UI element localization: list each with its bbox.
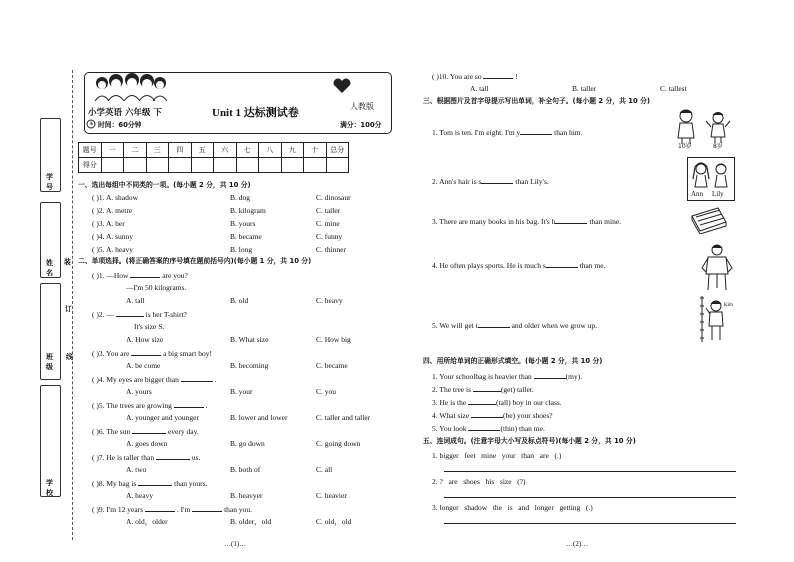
question-number: ( )10.: [432, 72, 449, 81]
question-text: . I'm: [176, 505, 191, 514]
question-text: than yours.: [174, 479, 208, 488]
question-text: (thin) than me.: [500, 424, 545, 433]
binding-char-1: 装: [64, 258, 71, 266]
score-input-cell[interactable]: [281, 158, 304, 173]
question-number: ( )2.: [92, 310, 105, 319]
edition-label: 人教版: [350, 102, 374, 111]
s2-q2-option-a: A. How size: [126, 335, 164, 344]
s3-q5: [432, 320, 597, 330]
question-text: —: [106, 310, 114, 319]
question-text: .: [214, 375, 217, 384]
s4-q4: [432, 410, 553, 420]
binding-char-3: 线: [66, 353, 73, 361]
s2-q4-option-a: A. yours: [126, 387, 152, 396]
question-text: (my).: [565, 372, 583, 381]
question-text: us.: [191, 453, 201, 462]
s5-q3: 3. longer shadow the is and longer getting (.): [432, 503, 593, 512]
question-number: ( )1.: [92, 193, 105, 202]
s2-q10-option-a: A. tall: [470, 84, 489, 93]
answer-blank[interactable]: [174, 400, 204, 408]
answer-blank[interactable]: [138, 478, 172, 486]
s2-q2-line2: It's size S.: [134, 322, 165, 331]
s3-q4: [432, 260, 605, 270]
s2-q1-option-a: A. tall: [126, 296, 145, 305]
question-number: ( )3.: [92, 349, 105, 358]
score-cell: 六: [214, 143, 237, 158]
s5-q3-answer-line[interactable]: [444, 523, 736, 524]
question-number: ( )9.: [92, 505, 105, 514]
s1-q4: [92, 232, 133, 241]
answer-blank[interactable]: [471, 410, 503, 418]
question-text: than Lily's.: [515, 177, 549, 186]
s4-q3: [432, 397, 562, 407]
question-text: My bag is: [106, 479, 137, 488]
question-number: ( )6.: [92, 427, 105, 436]
answer-blank[interactable]: [468, 423, 500, 431]
question-text: are you?: [162, 271, 188, 280]
page-number-1: …(1)…: [224, 540, 247, 548]
s2-q7-option-a: A. two: [126, 465, 147, 474]
ann-label: Ann: [691, 190, 704, 198]
score-cell: 得分: [79, 158, 102, 173]
age-label-2: 8岁: [713, 143, 723, 150]
score-input-cell[interactable]: [101, 158, 124, 173]
score-cell: 九: [281, 143, 304, 158]
question-text: than you.: [224, 505, 252, 514]
s4-q5: [432, 423, 545, 433]
score-cell: 七: [236, 143, 259, 158]
question-text: 1. Tom is ten. I'm eight. I'm y: [432, 128, 521, 137]
question-text: (tall) boy in our class.: [496, 398, 562, 407]
s4-q2: [432, 384, 534, 394]
s1-q5-option-b: B. long: [230, 245, 253, 254]
score-input-cell[interactable]: [304, 158, 327, 173]
kim-label: Kim: [724, 303, 733, 308]
question-text: The trees are growing: [106, 401, 172, 410]
answer-blank[interactable]: [478, 320, 510, 328]
s2-q4: [92, 374, 216, 384]
s2-q9-option-b: B. older，old: [230, 517, 272, 526]
s2-q7-option-c: C. all: [316, 465, 333, 474]
s1-q5: [92, 245, 133, 254]
answer-blank[interactable]: [520, 127, 552, 135]
answer-blank[interactable]: [132, 426, 166, 434]
s5-q2-answer-line[interactable]: [444, 497, 736, 498]
answer-blank[interactable]: [145, 504, 175, 512]
s2-q3: [92, 348, 212, 358]
score-input-cell[interactable]: [259, 158, 282, 173]
age-label-1: 10岁: [678, 143, 692, 150]
schoolbag-books-picture: [688, 204, 730, 234]
question-text: 5. We will get t: [432, 321, 478, 330]
s2-q1-line2: —I'm 50 kilograms.: [126, 283, 187, 292]
question-text: 3. There are many books in his bag. It's h: [432, 217, 556, 226]
s2-q4-option-c: C. you: [316, 387, 337, 396]
kids-illustration: [92, 71, 170, 101]
option-a: A. metre: [105, 206, 133, 215]
option-a: A. her: [105, 219, 125, 228]
question-text: You are so: [449, 72, 482, 81]
time-label: 时间：60分钟: [98, 121, 142, 129]
score-cell: 题号: [79, 143, 102, 158]
question-text: and older when we grow up.: [511, 321, 597, 330]
s2-q6: [92, 426, 199, 436]
answer-blank[interactable]: [116, 309, 144, 317]
section4-title: 四、用所给单词的正确形式填空。(每小题 2 分，共 10 分): [423, 357, 603, 365]
question-number: ( )1.: [92, 271, 105, 280]
strong-man-picture: [700, 242, 734, 292]
s2-q2-option-b: B. What size: [230, 335, 269, 344]
s2-q1-option-c: C. heavy: [316, 296, 343, 305]
s2-q8-option-c: C. heavier: [316, 491, 347, 500]
s1-q1-option-b: B. dog: [230, 193, 251, 202]
question-text: 2. Ann's hair is s: [432, 177, 482, 186]
question-text: He is taller than: [106, 453, 155, 462]
option-a: A. heavy: [105, 245, 134, 254]
s2-q6-option-b: B. go down: [230, 439, 265, 448]
answer-blank[interactable]: [181, 374, 213, 382]
s3-q1: [432, 127, 583, 137]
answer-blank[interactable]: [131, 348, 161, 356]
score-cell: 一: [101, 143, 124, 158]
answer-blank[interactable]: [468, 397, 496, 405]
question-text: a big smart boy!: [163, 349, 213, 358]
s2-q5: [92, 400, 207, 410]
s2-q1: [92, 270, 188, 280]
s2-q5-option-b: B. lower and lower: [230, 413, 288, 422]
binding-line: [72, 70, 73, 540]
score-cell: 十: [304, 143, 327, 158]
question-number: ( )7.: [92, 453, 105, 462]
s1-q2: [92, 206, 132, 215]
answer-blank[interactable]: [130, 270, 160, 278]
s5-q1: 1. bigger feet mine your than are (.): [432, 451, 562, 460]
s1-q5-option-c: C. thinner: [316, 245, 346, 254]
score-cell: 五: [191, 143, 214, 158]
option-a: A. sunny: [105, 232, 134, 241]
score-input-cell[interactable]: [146, 158, 169, 173]
s4-q1: [432, 371, 582, 381]
s2-q3-option-c: C. became: [316, 361, 348, 370]
question-text: !: [515, 72, 518, 81]
s1-q2-option-b: B. kilogram: [230, 206, 266, 215]
name-label: 姓名: [46, 259, 53, 277]
question-text: 4. He often plays sports. He is much s: [432, 261, 546, 270]
answer-blank[interactable]: [192, 504, 222, 512]
s2-q7-option-b: B. both of: [230, 465, 261, 474]
answer-blank[interactable]: [546, 260, 578, 268]
question-text: I'm 12 years: [106, 505, 144, 514]
answer-blank[interactable]: [156, 452, 190, 460]
answer-blank[interactable]: [481, 176, 513, 184]
answer-blank[interactable]: [534, 371, 566, 379]
s1-q4-option-b: B. became: [230, 232, 262, 241]
question-number: ( )5.: [92, 245, 105, 254]
question-text: 4. What size: [432, 411, 470, 420]
clock-icon: [86, 119, 96, 129]
page-title: Unit 1 达标测试卷: [212, 107, 299, 119]
class-label: 班级: [46, 353, 53, 371]
s1-q1: [92, 193, 138, 202]
question-text: .: [205, 401, 208, 410]
score-cell: 二: [124, 143, 147, 158]
answer-blank[interactable]: [473, 384, 501, 392]
s2-q3-option-b: B. becoming: [230, 361, 269, 370]
score-cell: 总分: [326, 143, 349, 158]
section3-title: 三、根据图片及首字母提示写出单词，补全句子。(每小题 2 分，共 10 分): [423, 97, 650, 105]
s3-q2: [432, 176, 549, 186]
score-input-cell[interactable]: [236, 158, 259, 173]
score-table-header: [79, 143, 349, 158]
total-score-label: 满分：100分: [340, 121, 382, 129]
s1-q4-option-c: C. funny: [316, 232, 343, 241]
question-text: 3. He is the: [432, 398, 467, 407]
score-table-row: [79, 158, 349, 173]
s2-q5-option-a: A. younger and younger: [126, 413, 199, 422]
answer-blank[interactable]: [555, 216, 587, 224]
question-text: every day.: [167, 427, 199, 436]
s2-q9: [92, 504, 252, 514]
s1-q1-option-c: C. dinosaur: [316, 193, 351, 202]
page-number-2: …(2)…: [566, 540, 589, 548]
s2-q2-option-c: C. How big: [316, 335, 351, 344]
s2-q6-option-c: C. going down: [316, 439, 361, 448]
question-text: The sun: [106, 427, 131, 436]
s1-q2-option-c: C. taller: [316, 206, 341, 215]
question-text: (be) your shoes?: [503, 411, 553, 420]
s2-q8-option-b: B. heavyer: [230, 491, 263, 500]
s2-q10-option-b: B. taller: [572, 84, 597, 93]
lily-label: Lily: [712, 190, 724, 198]
question-number: ( )5.: [92, 401, 105, 410]
score-cell: 三: [146, 143, 169, 158]
section2-title: 二、单项选择。(将正确答案的序号填在题前括号内)(每小题 1 分，共 10 分): [78, 257, 312, 265]
heart-icon: [332, 78, 352, 94]
score-table: [78, 142, 349, 173]
s1-q3: [92, 219, 125, 228]
s1-q3-option-b: B. yours: [230, 219, 256, 228]
question-number: ( )3.: [92, 219, 105, 228]
s2-q4-option-b: B. your: [230, 387, 253, 396]
s2-q9-option-a: A. old，older: [126, 517, 168, 526]
question-text: than him.: [554, 128, 583, 137]
score-cell: 八: [259, 143, 282, 158]
s2-q3-option-a: A. be come: [126, 361, 161, 370]
question-text: 1. Your schoolbag is heavier than: [432, 372, 532, 381]
score-input-cell[interactable]: [191, 158, 214, 173]
kim-height-picture: [696, 294, 738, 344]
section1-title: 一、选出每组中不同类的一项。(每小题 2 分，共 10 分): [78, 181, 251, 189]
question-text: (get) taller.: [500, 385, 534, 394]
question-text: is her T-shirt?: [145, 310, 187, 319]
score-input-cell[interactable]: [326, 158, 349, 173]
s3-q3: [432, 216, 621, 226]
question-text: 5. You look: [432, 424, 467, 433]
score-input-cell[interactable]: [124, 158, 147, 173]
question-number: ( )2.: [92, 206, 105, 215]
question-text: —How: [106, 271, 129, 280]
question-text: 2. The tree is: [432, 385, 472, 394]
answer-blank[interactable]: [483, 71, 513, 79]
question-text: You are: [106, 349, 130, 358]
binding-char-2: 订: [65, 305, 72, 313]
question-text: than mine.: [589, 217, 622, 226]
question-number: ( )8.: [92, 479, 105, 488]
s5-q2: 2. ? are shoes his size (?): [432, 477, 526, 486]
s2-q1-option-b: B. old: [230, 296, 249, 305]
score-input-cell[interactable]: [169, 158, 192, 173]
question-number: ( )4.: [92, 232, 105, 241]
s2-q7: [92, 452, 200, 462]
question-text: My eyes are bigger than: [106, 375, 179, 384]
s5-q1-answer-line[interactable]: [444, 471, 736, 472]
s2-q10: [432, 71, 518, 81]
s2-q8-option-a: A. heavy: [126, 491, 154, 500]
course-label: 小学英语 六年级 下: [88, 108, 162, 118]
option-a: A. shadow: [105, 193, 139, 202]
s2-q2: [92, 309, 187, 319]
s1-q3-option-c: C. mine: [316, 219, 340, 228]
section5-title: 五、连词成句。(注意字母大小写及标点符号)(每小题 2 分，共 10 分): [423, 437, 636, 445]
s2-q10-option-c: C. tallest: [660, 84, 687, 93]
student-id-label: 学号: [46, 173, 53, 191]
question-number: ( )4.: [92, 375, 105, 384]
score-input-cell[interactable]: [214, 158, 237, 173]
school-label: 学校: [46, 479, 53, 497]
s2-q8: [92, 478, 207, 488]
score-cell: 四: [169, 143, 192, 158]
s2-q5-option-c: C. taller and taller: [316, 413, 371, 422]
s2-q6-option-a: A. goes down: [126, 439, 168, 448]
question-text: than me.: [579, 261, 606, 270]
s2-q9-option-c: C. old，old: [316, 517, 352, 526]
